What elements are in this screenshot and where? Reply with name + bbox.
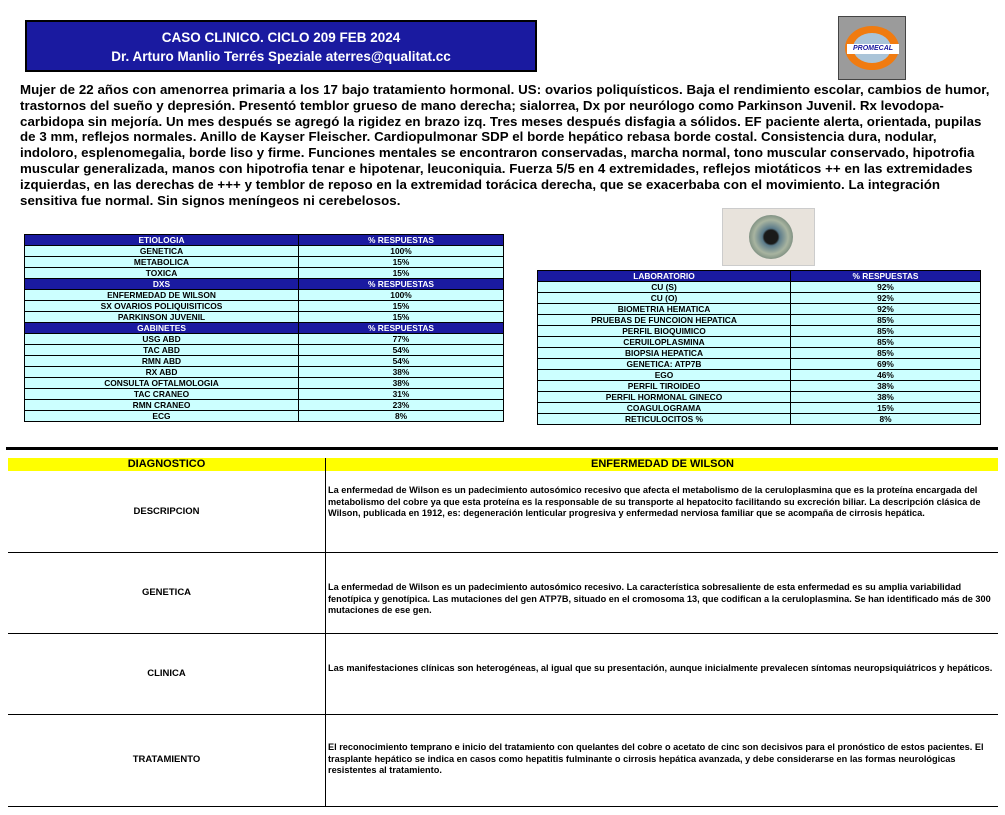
left-table-row [25, 290, 504, 301]
eye-kayser-fleischer-image [722, 208, 815, 266]
lab-table-item-label: CERUILOPLASMINA [538, 337, 791, 348]
lab-table-row [538, 359, 981, 370]
diagnosis-header-value: ENFERMEDAD DE WILSON [325, 458, 999, 471]
lab-table-item-percent: 85% [791, 315, 981, 326]
left-table-item-percent: 38% [299, 367, 504, 378]
lab-table-item-label: PERFIL HORMONAL GINECO [538, 392, 791, 403]
lab-table-item-percent: 92% [791, 304, 981, 315]
left-table-item-percent: 77% [299, 334, 504, 345]
left-table-item-percent: 15% [299, 301, 504, 312]
left-table-item-label: ECG [25, 411, 299, 422]
diagnosis-row-divider [8, 552, 998, 553]
left-table-row [25, 389, 504, 400]
left-results-table [24, 234, 504, 422]
left-table-row [25, 334, 504, 345]
left-table-row [25, 301, 504, 312]
left-table-row [25, 400, 504, 411]
left-table-item-percent: 15% [299, 257, 504, 268]
section-divider [6, 447, 998, 450]
left-table-item-label: METABOLICA [25, 257, 299, 268]
diagnosis-row-text: Las manifestaciones clínicas son heterogéneas, al igual que su presentación, aunque inicialmente prevalecen síntomas neuropsiquiátricos y hepáticos. [328, 663, 993, 673]
diagnosis-row-text: El reconocimiento temprano e inicio del tratamiento con quelantes del cobre o acetato de cinc son decisivos para el pronóstico de estos pacientes. El trasplante hepático se indica en casos como hepatitis fulminante o cirrosis hepática avanzada, y debe considerarse en las formas neurológicas resistentes al tratamiento. [328, 742, 984, 776]
left-table-item-percent: 54% [299, 345, 504, 356]
lab-table-item-label: CU (S) [538, 282, 791, 293]
lab-table-item-label: PRUEBAS DE FUNCOION HEPATICA [538, 315, 791, 326]
diagnosis-bottom-border [8, 806, 998, 807]
left-table-item-label: TAC CRANEO [25, 389, 299, 400]
diagnosis-row-text: La enfermedad de Wilson es un padecimiento autosómico recesivo que afecta el metabolismo de la ceruloplasmina que es la proteína encargada del metabolismo del cobre ya que esta proteína es la responsable de su transporte al hepatocito facilitando su excreción biliar. La descripción clásica de Wilson, publicada en 1912, es: degeneración lenticular progresiva y enfermedad nerviosa familiar que se acompaña de cirrosis hepática. [328, 485, 981, 519]
left-table-item-percent: 31% [299, 389, 504, 400]
left-table-item-label: USG ABD [25, 334, 299, 345]
left-table-item-label: TOXICA [25, 268, 299, 279]
left-table-row [25, 367, 504, 378]
left-table-item-label: ENFERMEDAD DE WILSON [25, 290, 299, 301]
left-table-item-percent: % RESPUESTAS [299, 235, 504, 246]
diagnosis-row-divider [8, 633, 998, 634]
lab-table-row [538, 304, 981, 315]
case-header [25, 20, 537, 72]
lab-table-item-label: LABORATORIO [538, 271, 791, 282]
left-table-row [25, 411, 504, 422]
lab-table-item-label: PERFIL BIOQUIMICO [538, 326, 791, 337]
lab-table-item-label: BIOPSIA HEPATICA [538, 348, 791, 359]
lab-table-row [538, 326, 981, 337]
lab-table-item-percent: 85% [791, 348, 981, 359]
left-table-item-label: RX ABD [25, 367, 299, 378]
diagnosis-row-label: GENETICA [141, 586, 192, 598]
case-description: Mujer de 22 años con amenorrea primaria a los 17 bajo tratamiento hormonal. US: ovarios poliquísticos. Baja el rendimiento escolar, cambios de humor, trastornos del sueño y depresión. Presentó temblor grueso de mano derecha; sialorrea, Dx por neurólogo como Parkinson Juvenil. Rx levodopa-carbidopa sin mejoría. Un mes después se agregó la rigidez en brazo izq. Tres meses después disfagia a sólidos. EF paciente alerta, orientada, pupilas de 3 mm, reflejos normales. Anillo de Kayser Fleischer. Cardiopulmonar SDP el borde hepático rebasa borde costal. Consistencia dura, nodular, indoloro, esplenomegalia, borde liso y firme. Funciones mentales se encontraron conservadas, marcha normal, tono muscular conservado, hipotrofia muscular generalizada, manos con hipotrofia tenar e hipotenar, leuconiquia. Fuerza 5/5 en 4 extremidades, reflejos miotáticos ++ en las extremidades izquierdas, en las derechas de +++ y temblor de reposo en la extremidad torácica derecha, que se exacerbaba con el movimiento. La integración sensitiva fue normal. Sin signos meníngeos ni cerebelosos. [20, 82, 990, 208]
case-title: CASO CLINICO. CICLO 209 FEB 2024 [161, 30, 401, 45]
left-table-item-label: DXS [25, 279, 299, 290]
left-table-item-label: PARKINSON JUVENIL [25, 312, 299, 323]
lab-table-item-label: BIOMETRIA HEMATICA [538, 304, 791, 315]
lab-table-row [538, 414, 981, 425]
left-table-row [25, 257, 504, 268]
logo-text: PROMECAL [847, 44, 899, 54]
lab-table-row [538, 403, 981, 414]
left-table-item-label: SX OVARIOS POLIQUISITICOS [25, 301, 299, 312]
left-table-item-label: ETIOLOGIA [25, 235, 299, 246]
left-table-item-percent: 8% [299, 411, 504, 422]
lab-table-row [538, 293, 981, 304]
left-table-section-header [25, 279, 504, 290]
left-table-item-percent: 54% [299, 356, 504, 367]
lab-table-item-percent: 15% [791, 403, 981, 414]
lab-table-item-percent: 92% [791, 293, 981, 304]
lab-table-row [538, 337, 981, 348]
lab-table-row [538, 370, 981, 381]
lab-table-item-label: COAGULOGRAMA [538, 403, 791, 414]
left-table-item-label: TAC ABD [25, 345, 299, 356]
left-table-row [25, 268, 504, 279]
lab-table-item-percent: % RESPUESTAS [791, 271, 981, 282]
lab-table-item-label: RETICULOCITOS % [538, 414, 791, 425]
left-table-row [25, 345, 504, 356]
lab-table-item-percent: 46% [791, 370, 981, 381]
lab-table-row [538, 392, 981, 403]
left-table-item-label: RMN CRANEO [25, 400, 299, 411]
left-table-item-percent: % RESPUESTAS [299, 323, 504, 334]
diagnosis-row-label: DESCRIPCION [133, 505, 200, 517]
left-table-section-header [25, 235, 504, 246]
diagnosis-row-label: TRATAMIENTO [132, 754, 201, 765]
lab-table-item-percent: 69% [791, 359, 981, 370]
lab-table-item-label: GENETICA: ATP7B [538, 359, 791, 370]
case-author: Dr. Arturo Manlio Terrés Speziale aterres@qualitat.cc [111, 49, 451, 64]
left-table-item-percent: 100% [299, 290, 504, 301]
lab-table-item-percent: 92% [791, 282, 981, 293]
diagnosis-header-label: DIAGNOSTICO [127, 458, 206, 470]
left-table-item-percent: 23% [299, 400, 504, 411]
lab-table-item-percent: 85% [791, 337, 981, 348]
diagnosis-row-divider [8, 714, 998, 715]
lab-table-item-label: PERFIL TIROIDEO [538, 381, 791, 392]
left-table-row [25, 356, 504, 367]
lab-table-row [538, 381, 981, 392]
left-table-row [25, 378, 504, 389]
lab-table-row [538, 348, 981, 359]
diagnosis-column-divider [325, 458, 326, 806]
left-table-item-label: GABINETES [25, 323, 299, 334]
left-table-item-label: RMN ABD [25, 356, 299, 367]
left-table-row [25, 246, 504, 257]
lab-table-section-header [538, 271, 981, 282]
lab-table-item-percent: 38% [791, 381, 981, 392]
left-table-item-label: GENETICA [25, 246, 299, 257]
left-table-item-percent: % RESPUESTAS [299, 279, 504, 290]
left-table-item-percent: 38% [299, 378, 504, 389]
diagnosis-header [8, 458, 998, 471]
lab-table-item-percent: 38% [791, 392, 981, 403]
diagnosis-row-text: La enfermedad de Wilson es un padecimiento autosómico recesivo. La característica sobresaliente de esta enfermedad es su amplia variabilidad fenotípica y genotípica. Las mutaciones del gen ATP7B, situado en el cromosoma 13, que codifican a la ceruloplasmina. Se han identificado más de 300 mutaciones de ese gen. [328, 582, 991, 616]
left-table-item-percent: 15% [299, 268, 504, 279]
left-table-section-header [25, 323, 504, 334]
lab-table-item-percent: 85% [791, 326, 981, 337]
left-table-row [25, 312, 504, 323]
left-table-item-percent: 15% [299, 312, 504, 323]
lab-results-table [537, 270, 981, 425]
lab-table-item-percent: 8% [791, 414, 981, 425]
left-table-item-label: CONSULTA OFTALMOLOGIA [25, 378, 299, 389]
lab-table-item-label: EGO [538, 370, 791, 381]
left-table-item-percent: 100% [299, 246, 504, 257]
diagnosis-row-label: CLINICA [147, 667, 186, 679]
promecal-logo [838, 16, 906, 80]
lab-table-row [538, 315, 981, 326]
lab-table-row [538, 282, 981, 293]
lab-table-item-label: CU (O) [538, 293, 791, 304]
